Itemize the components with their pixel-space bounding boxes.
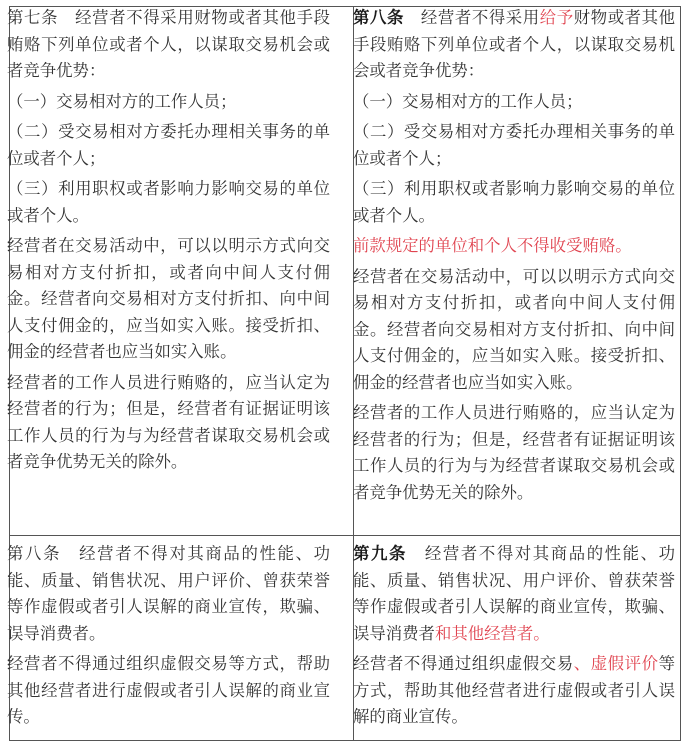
old-article-8-cell (7, 541, 330, 735)
paragraph: 经营者在交易活动中，可以以明示方式向交易相对方支付折扣，或者向中间人支付佣金。经营者向交易相对方支付折扣、向中间人支付佣金的，应当如实入账。接受折扣、佣金的经营者也应当如实入账。 (7, 236, 330, 361)
paragraph: 经营者的工作人员进行贿赂的，应当认定为经营者的行为；但是，经营者有证据证明该工作人员的行为与为经营者谋取交易机会或者竞争优势无关的除外。 (7, 372, 330, 471)
row-divider (10, 535, 680, 536)
new-article-8-intro: 第八条 经营者不得采用给予财物或者其他手段贿赂下列单位或者个人，以谋取交易机会或者竞争优势： (353, 8, 676, 80)
added-paragraph: 前款规定的单位和个人不得收受贿赂。 (353, 236, 632, 255)
paragraph: 经营者不得通过组织虚假交易等方式，帮助其他经营者进行虚假或者引人误解的商业宣传。 (7, 654, 330, 726)
paragraph: 经营者的工作人员进行贿赂的，应当认定为经营者的行为；但是，经营者有证据证明该工作人员的行为与为经营者谋取交易机会或者竞争优势无关的除外。 (353, 403, 675, 502)
new-article-9-cell (353, 541, 675, 735)
old-article-8-intro: 第八条 经营者不得对其商品的性能、功能、质量、销售状况、用户评价、曾获荣誉等作虚假或者引人误解的商业宣传，欺骗、误导消费者。 (7, 544, 331, 643)
article-heading: 第九条 (353, 544, 407, 563)
list-item: （三）利用职权或者影响力影响交易的单位或者个人。 (353, 179, 675, 225)
list-item: （三）利用职权或者影响力影响交易的单位或者个人。 (7, 179, 330, 225)
paragraph: 经营者在交易活动中，可以以明示方式向交易相对方支付折扣，或者向中间人支付佣金。经营者向交易相对方支付折扣、向中间人支付佣金的，应当如实入账。接受折扣、佣金的经营者也应当如实入账。 (353, 266, 675, 392)
old-article-7-cell (7, 5, 330, 480)
list-item: （一）交易相对方的工作人员； (7, 91, 237, 111)
added-text: 、虚假评价 (573, 654, 659, 673)
article-heading: 第八条 (7, 544, 62, 563)
added-text: 和其他经营者。 (434, 623, 550, 643)
list-item: （一）交易相对方的工作人员； (353, 91, 583, 111)
added-text: 给予 (539, 8, 574, 27)
article-heading: 第七条 (7, 8, 59, 27)
new-article-8-cell (353, 5, 675, 510)
article-heading: 第八条 (353, 8, 404, 27)
old-article-7-intro: 第七条 经营者不得采用财物或者其他手段贿赂下列单位或者个人，以谋取交易机会或者竞争优势： (7, 8, 331, 80)
new-article-9-intro: 第九条 经营者不得对其商品的性能、功能、质量、销售状况、用户评价、曾获荣誉等作虚假或者引人误解的商业宣传，欺骗、误导消费者和其他经营者。 (353, 544, 676, 643)
list-item: （二）受交易相对方委托办理相关事务的单位或者个人； (7, 122, 330, 168)
paragraph: 经营者不得通过组织虚假交易、虚假评价等方式，帮助其他经营者进行虚假或者引人误解的商业宣传。 (353, 654, 676, 726)
list-item: （二）受交易相对方委托办理相关事务的单位或者个人； (353, 122, 675, 168)
